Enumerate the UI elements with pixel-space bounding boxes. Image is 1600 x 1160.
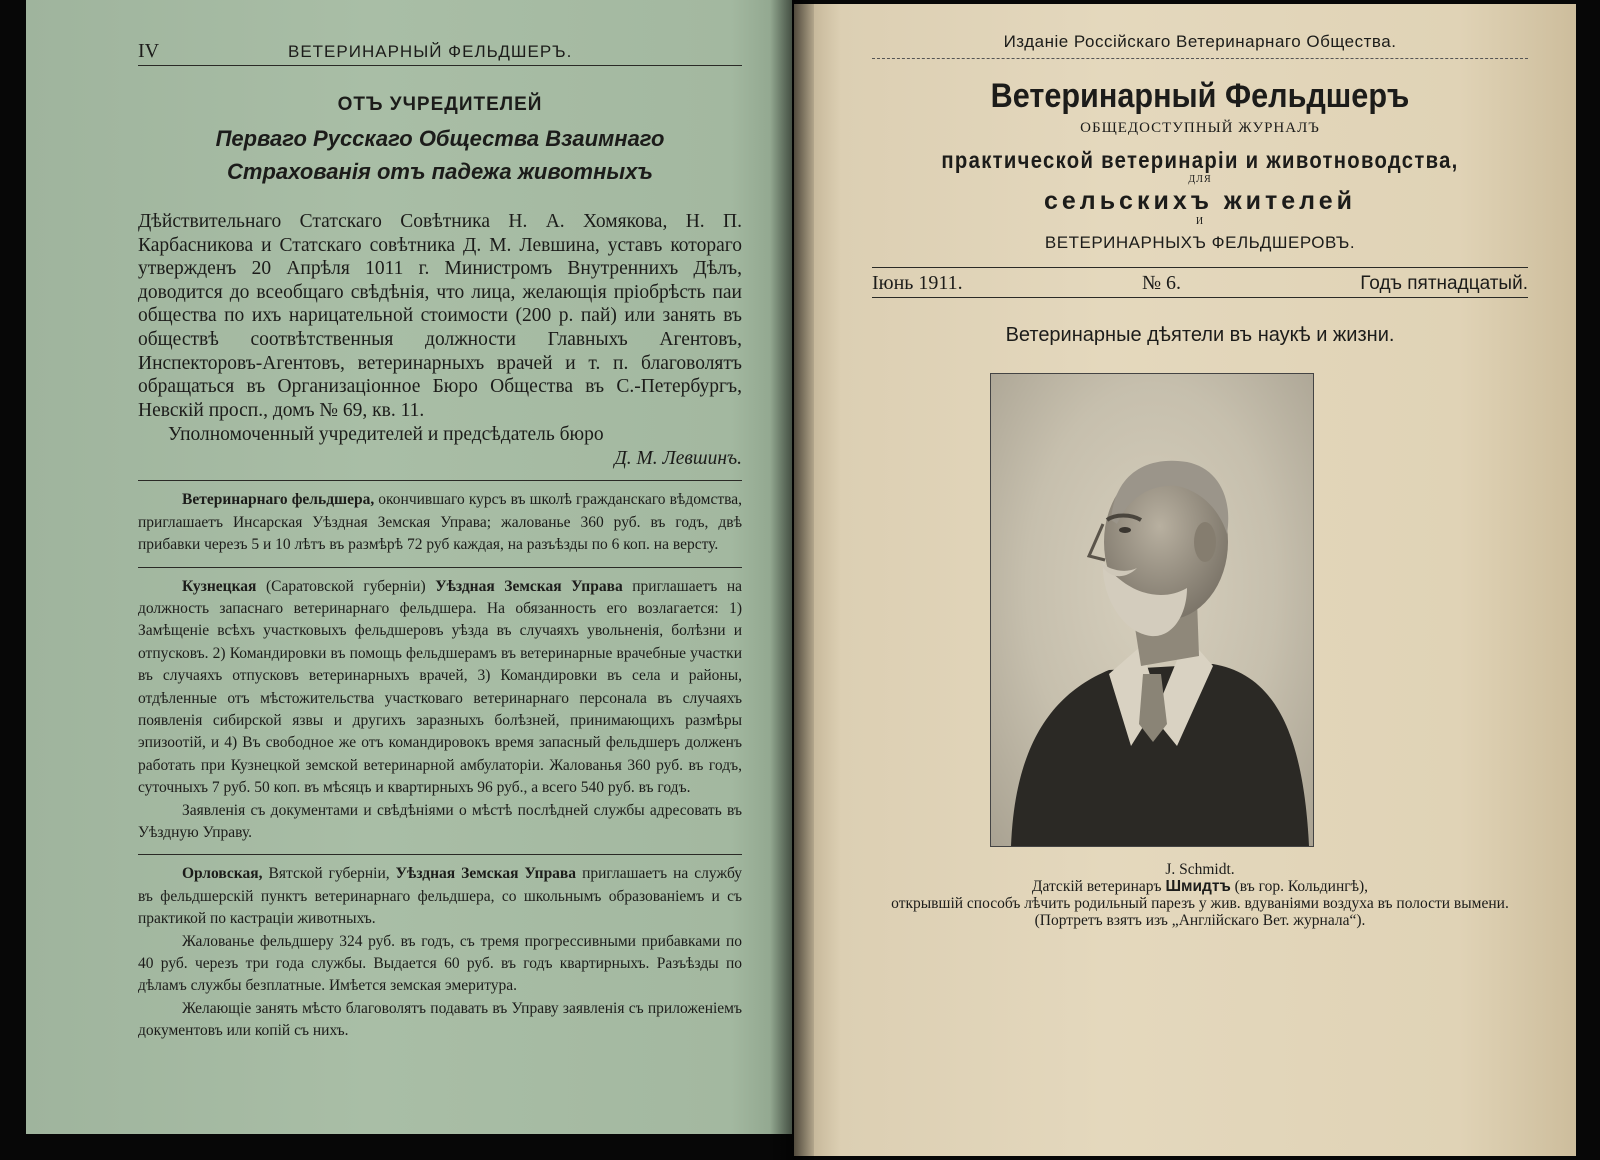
- issue-year: Годъ пятнадцатый.: [1360, 272, 1528, 294]
- portrait-caption: [872, 861, 1528, 929]
- job-ad-lead: Кузнецкая: [182, 577, 257, 595]
- job-ad-text: приглашаетъ на должность запаснаго ветеринарнаго фельдшера. На обязанность его возлагается: 1) Замѣщеніе всѣхъ участковыхъ фельдшеровъ уѣзда въ случаяхъ увольненія, болѣзни и отпусковъ. 2) Командировки въ помощь фельдшерамъ въ ветеринарные врачебные участки въ случаяхъ отпусковъ ветеринарныхъ врачей, 3) Командировки въ села и районы, отдѣленные отъ мѣстожительства участковаго ветеринарнаго персонала въ случаяхъ появленія сибирской язвы и другихъ заразныхъ болѣзней, принимающихъ размѣры эпизоотій, и 4) Въ свободное же отъ командировокъ время запасный фельдшеръ долженъ работать при Кузнецкой земской ветеринарной амбулаторіи. Жалованья 360 руб. въ годъ, суточныхъ 7 руб. 50 коп. въ мѣсяцъ и квартирныхъ 96 руб., а всего 540 руб. въ годъ.: [138, 577, 743, 797]
- job-ad-text: приглашаетъ на службу въ фельдшерскій пунктъ ветеринарнаго фельдшера, со школьнымъ образованіемъ и съ практикой по кастраціи животныхъ.: [138, 865, 742, 928]
- divider: [138, 854, 742, 855]
- founders-notice-body: Дѣйствительнаго Статскаго Совѣтника Н. А. Хомякова, Н. П. Карбасникова и Статскаго совѣтника Д. М. Левшина, уставъ котораго утвержденъ 20 Апрѣля 1011 г. Министромъ Внутреннихъ Дѣлъ, доводится до всеобщаго свѣдѣнія, что лица, желающія пріобрѣсть паи общества по ихъ нарицательной стоимости (200 р. пай) или занять въ обществѣ соотвѣтственныя должности Главныхъ Агентовъ, Инспекторовъ-Агентовъ, ветеринарныхъ врачей и т. п. благоволятъ обращаться въ Организаціонное Бюро Общества въ С.-Петербургъ, Невскій просп., домъ № 69, кв. 11.: [138, 211, 742, 421]
- divider: [138, 480, 742, 481]
- job-ad-kuznetsk-application: Заявленія съ документами и свѣдѣніями о мѣстѣ послѣдней службы адресовать въ Уѣздную Управу.: [138, 801, 742, 842]
- job-ad-insar: [138, 489, 742, 556]
- job-ad-lead-2: Уѣздная Земская Управа: [395, 865, 577, 883]
- job-ad-text: окончившаго курсъ въ школѣ гражданскаго вѣдомства, приглашаетъ Инсарская Уѣздная Земская Управа; жалованье 360 руб. въ годъ, двѣ прибавки черезъ 5 и 10 лѣтъ въ размѣрѣ 72 руб каждая, на разъѣзды по 6 коп. на версту.: [138, 491, 742, 554]
- issue-date: Іюнь 1911.: [872, 272, 963, 294]
- journal-subtitle-2: практической ветеринаріи и животноводства,: [941, 147, 1459, 173]
- issue-number: № 6.: [1141, 272, 1182, 294]
- issue-bar: [872, 267, 1528, 298]
- job-ad-lead: Орловская,: [182, 865, 263, 883]
- portrait-photo: [990, 373, 1314, 847]
- job-ad-region: (Саратовской губерніи): [256, 577, 436, 595]
- divider: [138, 567, 742, 568]
- job-ad-region: Вятской губерніи,: [262, 865, 396, 883]
- publisher-line: Изданіе Россійскаго Ветеринарнаго Общества.: [872, 32, 1528, 59]
- word-and: И: [1195, 216, 1205, 227]
- caption-line-2: открывшій способъ лѣчить родильный парезъ у жив. вдуваніями воздуха въ полости вымени.: [891, 895, 1509, 912]
- right-page: [794, 4, 1576, 1156]
- society-title: Перваго Русскаго Общества Взаимнаго Страхованія отъ падежа животныхъ: [215, 126, 665, 184]
- caption-line-3: (Портретъ взятъ изъ „Англійскаго Вет. журнала“).: [1034, 912, 1366, 929]
- page-number: IV: [138, 40, 160, 62]
- journal-subtitle-1: ОБЩЕДОСТУПНЫЙ ЖУРНАЛЪ: [1080, 120, 1320, 136]
- job-ad-lead-2: Уѣздная Земская Управа: [435, 577, 623, 595]
- portrait-figure: [991, 374, 1313, 846]
- job-ad-orlov: [138, 863, 742, 930]
- left-page: [26, 0, 792, 1134]
- journal-subtitle-4: ВЕТЕРИНАРНЫХЪ ФЕЛЬДШЕРОВЪ.: [1044, 233, 1356, 252]
- journal-subtitle-3: сельскихъ жителей: [1044, 187, 1356, 215]
- founders-heading: ОТЪ УЧРЕДИТЕЛЕЙ: [337, 94, 543, 115]
- running-title: ВЕТЕРИНАРНЫЙ ФЕЛЬДШЕРЪ.: [288, 42, 573, 61]
- job-ad-kuznetsk: [138, 576, 742, 800]
- job-ad-orlov-salary: Жалованье фельдшеру 324 руб. въ годъ, съ тремя прогрессивными прибавками по 40 руб. черезъ три года службы. Выдается 60 руб. въ годъ квартирныхъ. Разъѣзды по дѣламъ службы безплатные. Имѣется земская эмеритура.: [138, 932, 742, 995]
- job-ad-lead: Ветеринарнаго фельдшера,: [182, 491, 375, 509]
- caption-name-latin: J. Schmidt.: [1165, 861, 1235, 878]
- journal-title: Ветеринарный Фельдшеръ: [990, 77, 1410, 115]
- section-title: Ветеринарные дѣятели въ наукѣ и жизни.: [1005, 324, 1395, 346]
- caption-name: Шмидтъ: [1165, 878, 1231, 895]
- notice-signature-name: Д. М. Левшинъ.: [614, 448, 742, 470]
- caption-line-1: Датскій ветеринаръ Шмидтъ (въ гор. Кольдингѣ),: [1031, 878, 1369, 895]
- job-ad-orlov-application: Желающіе занять мѣсто благоволятъ подавать въ Управу заявленія съ приложеніемъ документовъ или копій съ нихъ.: [138, 999, 742, 1040]
- word-for: ДЛЯ: [1188, 174, 1212, 185]
- running-head: [138, 40, 742, 66]
- notice-signature-line: Уполномоченный учредителей и предсѣдатель бюро: [168, 424, 604, 446]
